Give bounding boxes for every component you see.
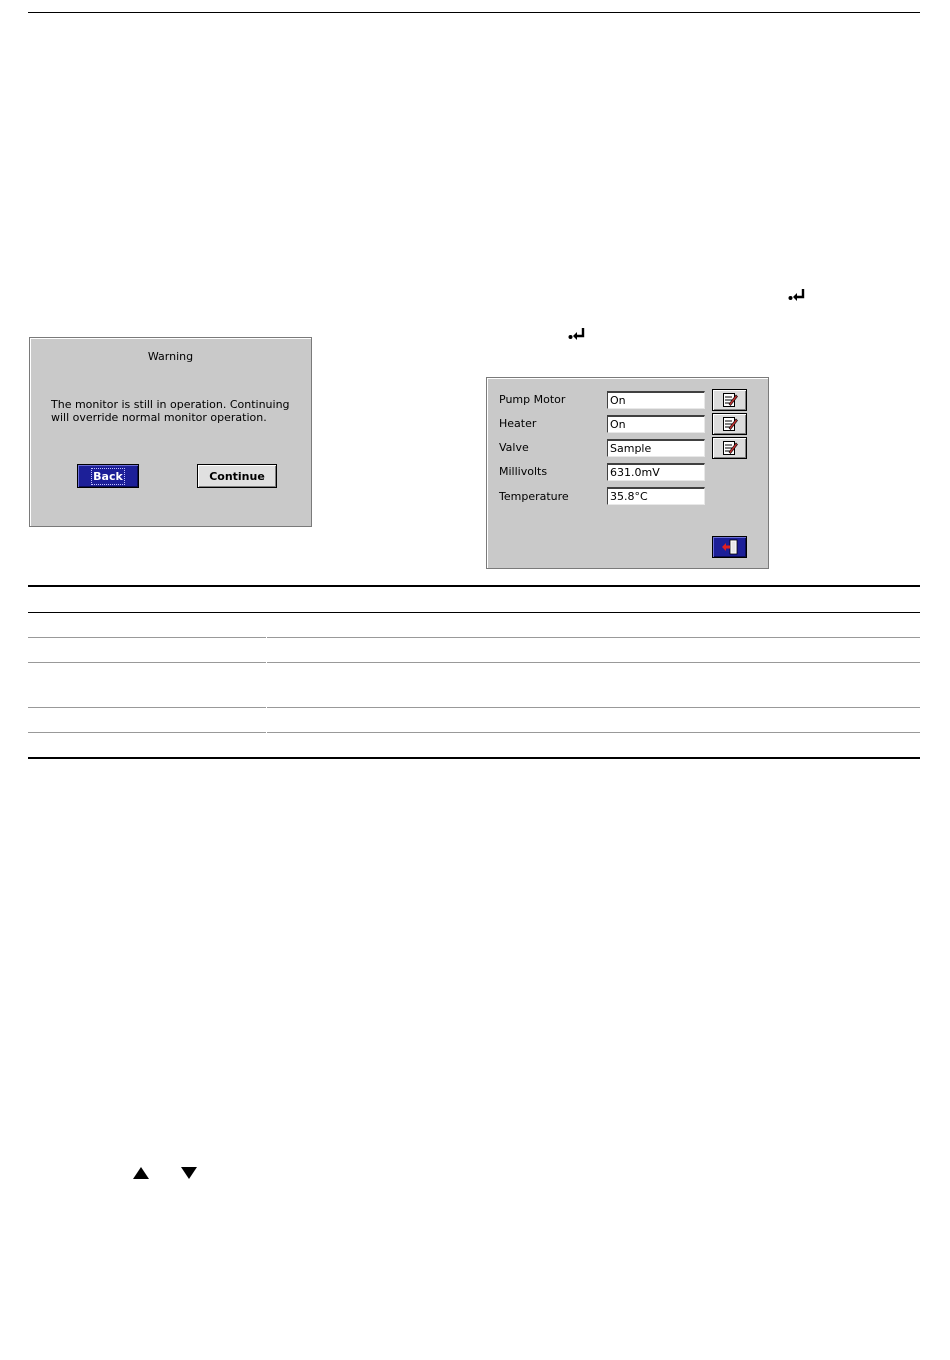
enter-key-icon — [568, 327, 586, 341]
valve-label: Valve — [499, 441, 529, 454]
back-button-label: Back — [93, 469, 123, 483]
edit-note-icon — [722, 440, 738, 456]
table-bottom-rule — [28, 757, 920, 759]
edit-note-icon — [722, 392, 738, 408]
down-arrow-icon — [181, 1167, 197, 1179]
valve-field[interactable]: Sample — [607, 439, 705, 457]
pump-motor-edit-button[interactable] — [712, 389, 747, 411]
millivolts-field: 631.0mV — [607, 463, 705, 481]
temperature-field: 35.8°C — [607, 487, 705, 505]
dialog-message: The monitor is still in operation. Continuing will override normal monitor operation. — [51, 398, 290, 424]
page-top-rule — [28, 12, 920, 13]
pump-motor-field[interactable]: On — [607, 391, 705, 409]
edit-note-icon — [722, 416, 738, 432]
warning-dialog — [29, 337, 312, 527]
exit-door-icon — [721, 539, 739, 555]
table-row-divider — [28, 662, 920, 663]
table-column-gap — [266, 587, 267, 612]
table-top-rule — [28, 585, 920, 587]
pump-motor-label: Pump Motor — [499, 393, 566, 406]
valve-edit-button[interactable] — [712, 437, 747, 459]
continue-button-label: Continue — [209, 469, 265, 483]
enter-key-icon — [788, 288, 806, 302]
heater-field[interactable]: On — [607, 415, 705, 433]
heater-edit-button[interactable] — [712, 413, 747, 435]
back-button[interactable] — [77, 464, 139, 488]
heater-label: Heater — [499, 417, 537, 430]
temperature-label: Temperature — [499, 490, 569, 503]
table-row-divider — [28, 637, 920, 638]
millivolts-label: Millivolts — [499, 465, 548, 478]
table-row-divider — [28, 732, 920, 733]
up-arrow-icon — [133, 1167, 149, 1179]
table-header-rule — [28, 612, 920, 613]
table-row-divider — [28, 707, 920, 708]
table-column-gap — [266, 613, 267, 757]
exit-button[interactable] — [712, 536, 747, 558]
diagnostics-panel — [486, 377, 769, 569]
continue-button[interactable] — [197, 464, 277, 488]
dialog-title: Warning — [147, 350, 194, 363]
